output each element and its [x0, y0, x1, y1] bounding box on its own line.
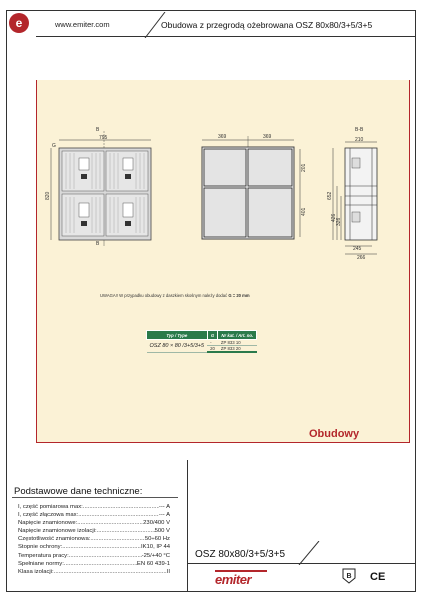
tech-value: -25/+40 °C [141, 552, 170, 559]
note-text [100, 293, 350, 298]
side-top-dim: 210 [355, 137, 364, 143]
col-art: Nr kat. / Art. no. [218, 331, 257, 340]
ce-mark-icon: CE [370, 571, 386, 583]
side-dim-426: 426 [331, 213, 337, 222]
tech-key: I, część złączowa max: [18, 512, 79, 519]
brand-logo: emiter [215, 572, 252, 587]
rear-height-top: 201 [301, 163, 307, 172]
rear-width-right: 369 [263, 134, 272, 140]
front-label-g: G [52, 143, 56, 149]
tech-title: Podstawowe dane techniczne: [14, 486, 143, 497]
tech-row [18, 503, 170, 511]
tech-row [18, 568, 170, 576]
side-dim-266: 266 [357, 255, 366, 261]
g-cell: 20 [207, 346, 218, 353]
tech-row [18, 552, 170, 560]
footer-divider [187, 460, 188, 592]
tech-value: --- A [158, 512, 170, 519]
tech-value: 50÷60 Hz [144, 536, 170, 543]
note-text-main: UWAGA!! W przypadku obudowy z daszkiem skośnym należy dodać [100, 293, 228, 298]
side-section-label: B-B [355, 127, 364, 133]
tech-key: Częstotliwość znamionowa: [18, 536, 91, 543]
front-label-b-bottom: B [96, 241, 100, 247]
tech-key: Napięcie znamionowe: [18, 520, 78, 527]
b-certification-icon [342, 568, 356, 584]
rear-view-drawing [202, 136, 300, 239]
front-view-drawing [51, 131, 151, 246]
col-g: G [207, 331, 218, 340]
tech-value: EN 60 439-1 [136, 560, 170, 567]
front-label-b-top: B [96, 127, 100, 133]
tech-value: --- A [158, 504, 170, 510]
tech-key: Temperatura pracy: [18, 552, 69, 559]
table-row [147, 340, 257, 346]
col-type: Typ / Type [147, 331, 208, 340]
tech-key: Napięcie znamionowe izolacji: [18, 528, 97, 535]
page-title: Obudowa z przegrodą ożebrowana OSZ 80x80/3+5/3+5 [161, 20, 373, 30]
g-cell: - [207, 340, 218, 346]
art-cell: ZP 833 20 [218, 346, 257, 353]
tech-row [18, 511, 170, 519]
tech-key: Spełniane normy: [18, 560, 64, 567]
tech-key: Klasa izolacji: [18, 568, 54, 575]
tech-value: 230/400 V [143, 520, 170, 527]
tech-key: Stopnie ochrony: [18, 544, 63, 551]
section-label: Obudowy [309, 428, 360, 440]
tech-row [18, 543, 170, 551]
tech-value: IK10, IP 44 [140, 544, 170, 551]
tech-list [18, 503, 170, 576]
rear-height-bottom: 401 [301, 207, 307, 216]
note-text-bold: G = 20 mm [228, 293, 250, 298]
type-cell: OSZ 80 × 80 /3+5/3+5 [147, 340, 208, 353]
model-rule [187, 563, 416, 564]
tech-value: 500 V [154, 528, 170, 535]
side-dim-245: 245 [353, 246, 362, 252]
front-width: 795 [99, 135, 108, 141]
catalog-table [146, 330, 257, 353]
model-name: OSZ 80x80/3+5/3+5 [195, 549, 286, 560]
side-dim-652: 652 [327, 191, 333, 200]
rear-width-left: 369 [218, 134, 227, 140]
side-dim-326: 326 [336, 217, 342, 226]
tech-row [18, 519, 170, 527]
art-cell: ZP 833 10 [218, 340, 257, 346]
tech-value: II [166, 568, 170, 575]
side-section-drawing [333, 142, 377, 254]
svg-text:B: B [346, 573, 352, 580]
tech-row [18, 527, 170, 535]
front-height: 820 [45, 191, 51, 200]
tech-row [18, 560, 170, 568]
website-url[interactable]: www.emiter.com [55, 20, 110, 29]
tech-row [18, 535, 170, 543]
model-slash-icon [297, 541, 321, 565]
svg-text:e: e [15, 16, 23, 30]
tech-key: I, część pomiarowa max: [18, 504, 83, 510]
